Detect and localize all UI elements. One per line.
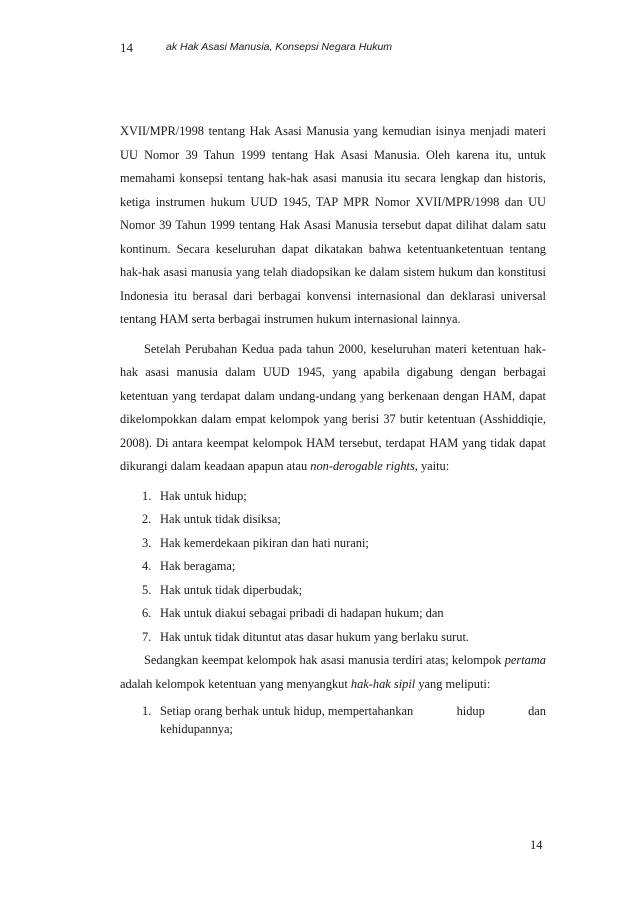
page-body — [120, 120, 546, 738]
paragraph-2-text-after: , yaitu: — [414, 459, 450, 473]
paragraph-2 — [120, 338, 546, 479]
page-header — [120, 40, 550, 56]
paragraph-2-text-before: Setelah Perubahan Kedua pada tahun 2000, keseluruhan materi ketentuan hak-hak asasi manusia dalam UUD 1945, yang apabila digabung dengan berbagai ketentuan yang terdapat dalam undang-undang yang berkenaan dengan HAM, dapat dikelompokkan dalam empat kelompok yang berisi 37 butir ketentuan (Asshiddiqie, 2008). Di antara keempat kelompok HAM tersebut, terdapat HAM yang tidak dapat dikurangi dalam keadaan apapun atau — [120, 341, 546, 473]
list-item: 4. Hak beragama; — [142, 559, 236, 573]
list-item: 2. Hak untuk tidak disiksa; — [142, 512, 281, 526]
italic-hak-hak-sipil: hak-hak sipil — [350, 676, 416, 691]
paragraph-2-italic: non-derogable rights — [310, 459, 415, 473]
list-item: 1. Hak untuk hidup; — [142, 488, 247, 503]
list-item: 7. Hak untuk tidak dituntut atas dasar hukum yang berlaku surut. — [142, 629, 470, 644]
non-derogable-rights-list — [120, 485, 546, 650]
list-item: 3. Hak kemerdekaan pikiran dan hati nurani; — [142, 535, 369, 550]
civil-rights-list-item: 1. Setiap orang berhak untuk hidup, mempertahankan hidup dan kehidupannya; — [142, 704, 546, 736]
italic-pertama: pertama — [504, 653, 546, 667]
paragraph-3: Sedangkan keempat kelompok hak asasi manusia terdiri atas; kelompok pertama adalah kelompok ketentuan yang menyangkut hak-hak sipil yang meliputi: — [120, 653, 546, 691]
footer-page-number: 14 — [530, 838, 543, 852]
header-page-number: 14 — [120, 40, 133, 55]
running-title: ak Hak Asasi Manusia, Konsepsi Negara Hukum — [166, 41, 393, 53]
list-item: 6. Hak untuk diakui sebagai pribadi di hadapan hukum; dan — [142, 606, 444, 620]
list-item: 5. Hak untuk tidak diperbudak; — [142, 582, 303, 597]
paragraph-1: XVII/MPR/1998 tentang Hak Asasi Manusia yang kemudian isinya menjadi materi UU Nomor 39 Tahun 1999 tentang Hak Asasi Manusia. Oleh karena itu, untuk memahami konsepsi tentang hak-hak asasi manusia itu secara lengkap dan historis, ketiga instrumen hukum UUD 1945, TAP MPR Nomor XVII/MPR/1998 dan UU Nomor 39 Tahun 1999 tentang Hak Asasi Manusia tersebut dapat dilihat dalam satu kontinum. Secara keseluruhan dapat dikatakan bahwa ketentuanketentuan tentang hak-hak asasi manusia yang telah diadopsikan ke dalam sistem hukum dan konstitusi Indonesia itu berasal dari berbagai konvensi internasional dan deklarasi universal tentang HAM serta berbagai instrumen hukum internasional lainnya. — [120, 124, 546, 326]
